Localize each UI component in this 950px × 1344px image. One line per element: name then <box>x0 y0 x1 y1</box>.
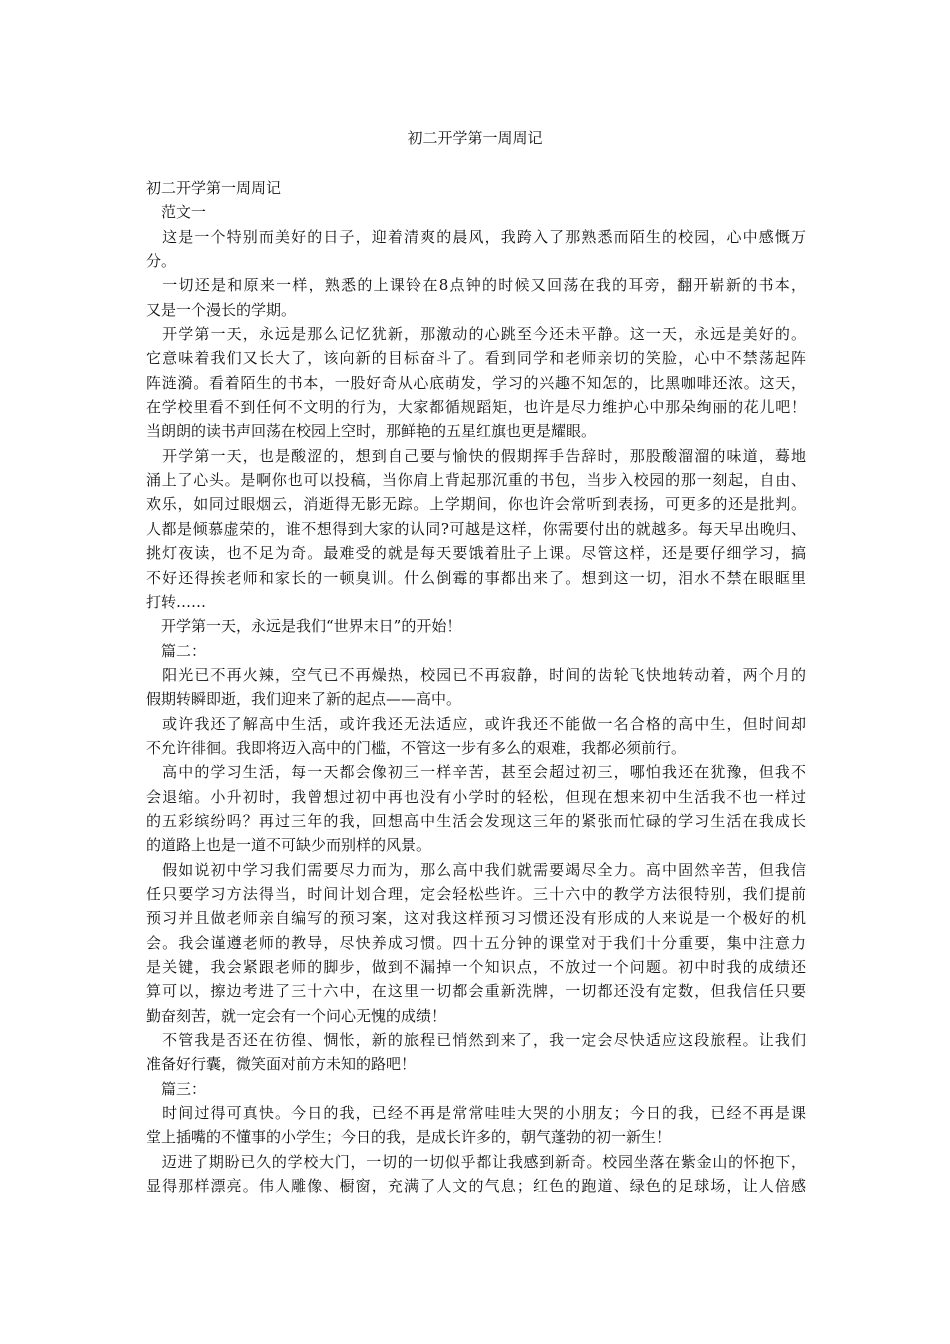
text-line: 开学第一天，永远是我们“世界末日”的开始！ <box>146 617 462 636</box>
text-line: 或许我还了解高中生活，或许我还无法适应，或许我还不能做一名合格的高中生，但时间却 <box>146 714 806 733</box>
text-line: 人都是倾慕虚荣的，谁不想得到大家的认同?可越是这样，你需要付出的就越多。每天早出晚归、 <box>146 519 806 538</box>
text-line: 勤奋刻苦，就一定会有一个问心无愧的成绩！ <box>146 1006 447 1025</box>
text-line: 阳光已不再火辣，空气已不再燥热，校园已不再寂静，时间的齿轮飞快地转动着，两个月的 <box>146 665 806 684</box>
text-line: 算可以，擦边考进了三十六中，在这里一切都会重新洗牌，一切都还没有定数，但我信任只要 <box>146 982 806 1001</box>
text-line: 打转…… <box>146 592 207 611</box>
document-title: 初二开学第一周周记 <box>407 129 543 147</box>
text-line: 不管我是否还在彷徨、惆怅，新的旅程已悄然到来了，我一定会尽快适应这段旅程。让我们 <box>146 1031 806 1050</box>
text-line: 分。 <box>146 252 177 271</box>
text-line: 涌上了心头。是啊你也可以投稿，当你肩上背起那沉重的书包，当步入校园的那一刻起，自由、 <box>146 471 806 490</box>
text-line: 是关键，我会紧跟老师的脚步，做到不漏掉一个知识点，不放过一个问题。初中时我的成绩还 <box>146 958 806 976</box>
text-line: 不好还得挨老师和家长的一顿臭训。什么倒霉的事都出来了。想到这一切，泪水不禁在眼眶里 <box>146 568 806 587</box>
text-line: 这是一个特别而美好的日子，迎着清爽的晨风，我跨入了那熟悉而陌生的校园，心中感慨万 <box>146 227 806 246</box>
text-line: 不允许徘徊。我即将迈入高中的门槛，不管这一步有多么的艰难，我都必须前行。 <box>146 738 687 757</box>
text-line: 范文一 <box>146 203 207 222</box>
text-line: 它意味着我们又长大了，该向新的目标奋斗了。看到同学和老师亲切的笑脸，心中不禁荡起阵 <box>146 349 806 368</box>
text-line: 时间过得可真快。今日的我，已经不再是常常哇哇大哭的小朋友；今日的我，已经不再是课 <box>146 1104 806 1123</box>
text-line: 迈进了期盼已久的学校大门，一切的一切似乎都让我感到新奇。校园坐落在紫金山的怀抱下， <box>146 1152 806 1171</box>
text-line: 假如说初中学习我们需要尽力而为，那么高中我们就需要竭尽全力。高中固然辛苦，但我信 <box>146 860 806 879</box>
text-line: 的五彩缤纷吗？再过三年的我，回想高中生活会发现这三年的紧张而忙碌的学习生活在我成长 <box>146 811 806 830</box>
text-line: 任只要学习方法得当，时间计划合理，定会轻松些许。三十六中的教学方法很特别，我们提前 <box>146 884 806 903</box>
text-line: 篇三： <box>146 1079 207 1098</box>
text-line: 准备好行囊，微笑面对前方未知的路吧！ <box>146 1055 417 1074</box>
text-line: 开学第一天，也是酸涩的，想到自己要与愉快的假期挥手告辞时，那股酸溜溜的味道，蓦地 <box>146 446 806 465</box>
text-line: 堂上插嘴的不懂事的小学生；今日的我，是成长许多的，朝气蓬勃的初一新生！ <box>146 1128 672 1147</box>
text-line: 篇二： <box>146 641 207 660</box>
text-line: 阵涟漪。看着陌生的书本，一股好奇从心底萌发，学习的兴趣不知怎的，比黑咖啡还浓。这天， <box>146 373 806 392</box>
text-line: 当朗朗的读书声回荡在校园上空时，那鲜艳的五星红旗也更是耀眼。 <box>146 422 597 441</box>
text-line: 预习并且做老师亲自编写的预习案，这对我这样预习习惯还没有形成的人来说是一个极好的机 <box>146 909 806 928</box>
text-line: 高中的学习生活，每一天都会像初三一样辛苦，甚至会超过初三，哪怕我还在犹豫，但我不 <box>146 763 806 782</box>
text-line: 欢乐，如同过眼烟云，消逝得无影无踪。上学期间，你也许会常听到表扬，可更多的还是批判。 <box>146 495 806 514</box>
text-line: 会。我会谨遵老师的教导，尽快养成习惯。四十五分钟的课堂对于我们十分重要，集中注意力 <box>146 933 806 952</box>
text-line: 显得那样漂亮。伟人雕像、橱窗，充满了人文的气息；红色的跑道、绿色的足球场，让人倍感 <box>146 1177 806 1196</box>
document-body <box>146 176 806 1198</box>
text-line: 会退缩。小升初时，我曾想过初中再也没有小学时的轻松，但现在想来初中生活我不也一样过 <box>146 787 806 806</box>
text-line: 假期转瞬即逝，我们迎来了新的起点——高中。 <box>146 690 462 709</box>
text-line: 一切还是和原来一样，熟悉的上课铃在8点钟的时候又回荡在我的耳旁，翻开崭新的书本， <box>146 276 806 295</box>
text-line: 初二开学第一周周记 <box>146 179 282 197</box>
text-line: 又是一个漫长的学期。 <box>146 300 297 319</box>
text-line: 在学校里看不到任何不文明的行为，大家都循规蹈矩，也许是尽力维护心中那朵绚丽的花儿吧！ <box>146 398 806 417</box>
text-line: 挑灯夜读，也不足为奇。最难受的就是每天要饿着肚子上课。尽管这样，还是要仔细学习，搞 <box>146 544 806 563</box>
text-line: 的道路上也是一道不可缺少而别样的风景。 <box>146 836 432 855</box>
text-line: 开学第一天，永远是那么记忆犹新，那激动的心跳至今还未平静。这一天，永远是美好的。 <box>146 325 806 344</box>
